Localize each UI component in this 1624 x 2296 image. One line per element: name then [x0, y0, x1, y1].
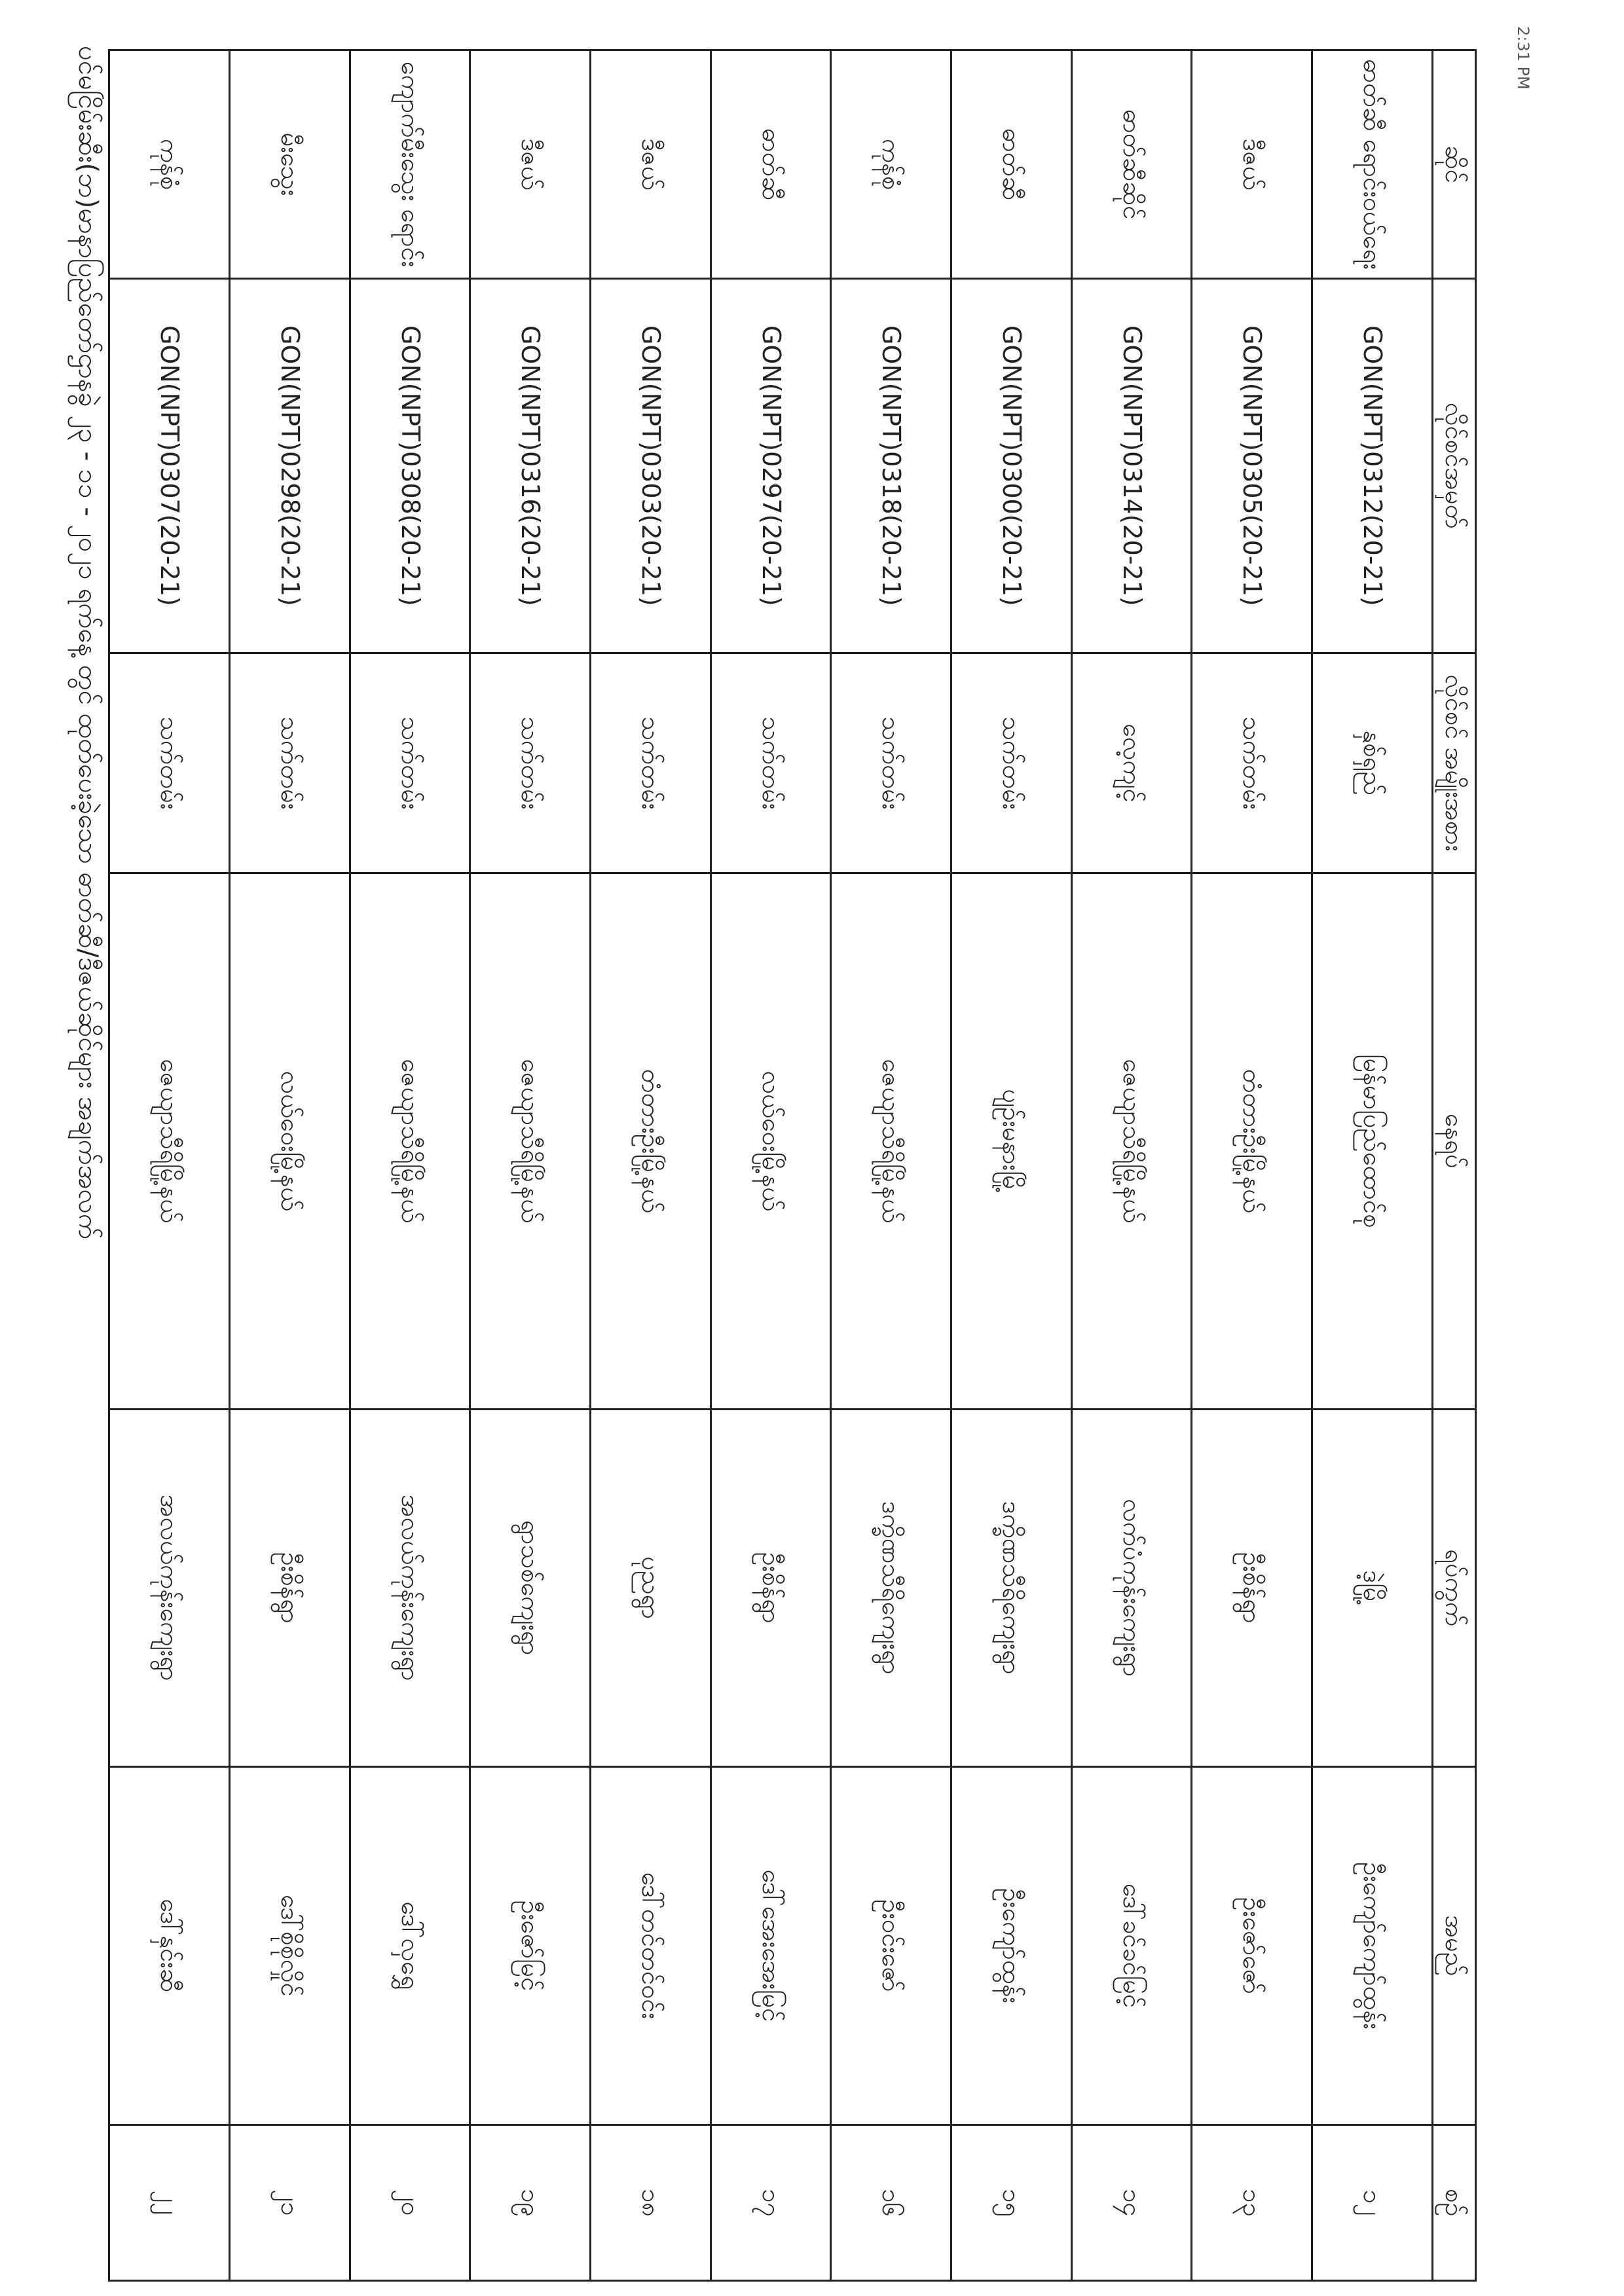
time-stamp: 2:31 PM [1514, 26, 1532, 90]
header-village: ရပ်ကွက် [1432, 1409, 1475, 1767]
cell-village: ပုညရွာ [590, 1409, 710, 1767]
cell-address: တံတားဦးမြို့နယ် [590, 873, 710, 1409]
header-trade: ဆိုင် [1432, 50, 1475, 279]
cell-trade: ဒီဇယ် [590, 50, 710, 279]
table-row [1071, 50, 1192, 2281]
cell-name: ဒေါ်ခင်ခင်မြင့် [1071, 1767, 1192, 2125]
cell-name: ဒေါ်နှင်းဆီ [109, 1767, 230, 2125]
cell-type: သက်တမ်း [109, 653, 230, 873]
cell-permit: GON(NPT)0297(20-21) [710, 279, 831, 653]
table-body [109, 50, 1433, 2281]
cell-address: လယ်ဝေးမြို့နယ် [710, 873, 831, 1409]
cell-trade: ကျောက်မီးသွေး ရောင်း [350, 50, 470, 279]
cell-name: ဒေါ်တင်တင်ဝင်း [590, 1767, 710, 2125]
cell-name: ဦးကျော်ကျော်ထွန်း [1312, 1767, 1433, 2125]
table-row [951, 50, 1071, 2281]
table-row [229, 50, 350, 2281]
cell-no: ၁၆ [831, 2124, 951, 2280]
cell-permit: GON(NPT)0316(20-21) [470, 279, 591, 653]
cell-address: တံတားဦးမြို့နယ် [1192, 873, 1312, 1409]
cell-type: သက်တမ်း [1192, 653, 1312, 873]
header-type: လိုင်စင် အမျိုးအစား [1432, 653, 1475, 873]
license-table [108, 49, 1477, 2282]
cell-type: သက်တမ်း [229, 653, 350, 873]
table-row [470, 50, 591, 2281]
cell-village: အလယ်ကုန်းကျေးရွာ [109, 1409, 230, 1767]
cell-permit: GON(NPT)0308(20-21) [350, 279, 470, 653]
cell-village: ရွာသစ်ကျေးရွာ [470, 1409, 591, 1767]
cell-permit: GON(NPT)0318(20-21) [831, 279, 951, 653]
header-permit: လိုင်စင်အမှတ် [1432, 279, 1475, 653]
cell-type: နှစ်ရှည် [1312, 653, 1433, 873]
cell-permit: GON(NPT)0305(20-21) [1192, 279, 1312, 653]
cell-name: ဦးဇော်မြင့် [470, 1767, 591, 2125]
cell-trade: ဓာတ်ဆီ [951, 50, 1071, 279]
cell-address: မြန်မာပြည်ထောင်စု [1312, 873, 1433, 1409]
page-title: ပင်မငြိမ်းဆီး(ဘ)မာနာပြည်တော်ဌာနခွဲ ၂၃ - ၁၁ - ၂၀၂၁ ရက်နေ့ တွင် ထုတ်ပေးခဲ့သော ဓာတ်ဆီ/ဒီဇယ်ဆိုင်များ အချက်အလက် [73, 46, 103, 1240]
cell-type: သက်တမ်း [951, 653, 1071, 873]
cell-address: ပျဉ်းမနားမြို့ [951, 873, 1071, 1409]
header-name: အမည် [1432, 1767, 1475, 2125]
table-row [710, 50, 831, 2281]
cell-type: သက်တမ်း [350, 653, 470, 873]
table-row [1192, 50, 1312, 2281]
cell-name: ဒေါ်လှရွှေ [350, 1767, 470, 2125]
cell-no: ၁၄ [1071, 2124, 1192, 2280]
cell-no: ၁၅ [951, 2124, 1071, 2280]
header-address: နေရပ် [1432, 873, 1475, 1409]
cell-type: လေ့ကျင့် [1071, 653, 1192, 873]
cell-trade: ဒီဇယ် [1192, 50, 1312, 279]
cell-village: ဒက္ခိဏသီရိကျေးရွာ [951, 1409, 1071, 1767]
cell-trade: ဒီဇယ် [470, 50, 591, 279]
cell-village: ဦးစိန်ရွာ [229, 1409, 350, 1767]
cell-trade: ဓာတ်ဆီဆိုင် [1071, 50, 1192, 279]
cell-no: ၂၁ [229, 2124, 350, 2280]
cell-type: သက်တမ်း [470, 653, 591, 873]
cell-name: ဦးကျော်ထွန်း [951, 1767, 1071, 2125]
cell-village: ဒက္ခိဏသီရိကျေးရွာ [831, 1409, 951, 1767]
cell-address: ဇေယျာသီရိမြို့နယ် [1071, 873, 1192, 1409]
cell-name: ဒေါ်စိုစိုလှိုင် [229, 1767, 350, 2125]
cell-trade: ကုန်စုံ [109, 50, 230, 279]
cell-type: သက်တမ်း [710, 653, 831, 873]
cell-address: ဇေယျာသီရိမြို့နယ် [350, 873, 470, 1409]
cell-trade: မီးသွေး [229, 50, 350, 279]
table-row [1312, 50, 1433, 2281]
cell-permit: GON(NPT)0300(20-21) [951, 279, 1071, 653]
cell-village: ဒဲ့မြို့ [1312, 1409, 1433, 1767]
cell-address: ဇေယျာသီရိမြို့နယ် [109, 873, 230, 1409]
cell-address: ဇေယျာသီရိမြို့နယ် [831, 873, 951, 1409]
cell-no: ၂၂ [109, 2124, 230, 2280]
cell-trade: ဓာတ်ဆီ [710, 50, 831, 279]
table-row [590, 50, 710, 2281]
table-row [831, 50, 951, 2281]
cell-name: ဦးဇော်ဇော် [1192, 1767, 1312, 2125]
cell-permit: GON(NPT)0312(20-21) [1312, 279, 1433, 653]
cell-name: ဦးဝင်းဇော် [831, 1767, 951, 2125]
header-no: စဉ် [1432, 2124, 1475, 2280]
table-header-row [1432, 50, 1475, 2281]
cell-no: ၁၇ [710, 2124, 831, 2280]
cell-no: ၁၉ [470, 2124, 591, 2280]
cell-no: ၁၈ [590, 2124, 710, 2280]
cell-no: ၁၂ [1312, 2124, 1433, 2280]
cell-village: အလယ်ကုန်းကျေးရွာ [350, 1409, 470, 1767]
table-row [350, 50, 470, 2281]
cell-permit: GON(NPT)0307(20-21) [109, 279, 230, 653]
cell-no: ၁၃ [1192, 2124, 1312, 2280]
cell-village: လက်ပံကုန်းကျေးရွာ [1071, 1409, 1192, 1767]
table-row [109, 50, 230, 2281]
cell-village: ဦးစိန်ရွာ [710, 1409, 831, 1767]
cell-type: သက်တမ်း [831, 653, 951, 873]
cell-permit: GON(NPT)0298(20-21) [229, 279, 350, 653]
cell-name: ဒေါ်အေးအေးမြင့် [710, 1767, 831, 2125]
cell-address: ဇေယျာသီရိမြို့နယ် [470, 873, 591, 1409]
cell-trade: ဓာတ်ဆီ ရောင်းဝယ်ရေး [1312, 50, 1433, 279]
cell-permit: GON(NPT)0314(20-21) [1071, 279, 1192, 653]
cell-no: ၂၀ [350, 2124, 470, 2280]
cell-address: လယ်ဝေးမြို့နယ် [229, 873, 350, 1409]
cell-trade: ကုန်စုံ [831, 50, 951, 279]
cell-type: သက်တမ်း [590, 653, 710, 873]
cell-village: ဦးစိန်ရွာ [1192, 1409, 1312, 1767]
cell-permit: GON(NPT)0303(20-21) [590, 279, 710, 653]
